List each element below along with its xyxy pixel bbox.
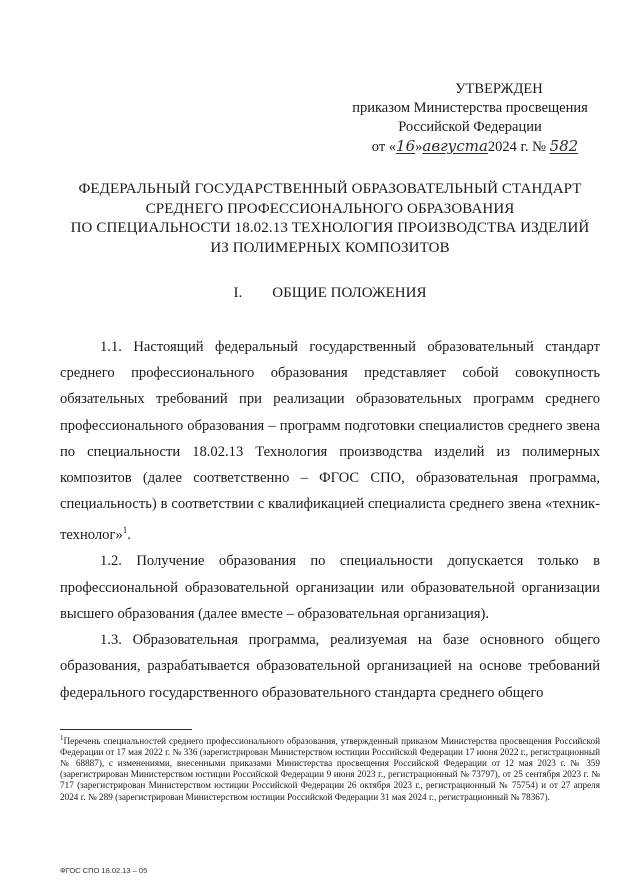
date-year: 2024 г. № [487, 139, 546, 155]
document-body [60, 334, 600, 706]
paragraph-1-1 [60, 334, 600, 548]
paragraph-end: . [127, 527, 131, 544]
title-line: ИЗ ПОЛИМЕРНЫХ КОМПОЗИТОВ [210, 239, 450, 256]
footnote [60, 733, 600, 803]
footnote-text: Перечень специальностей среднего профессионального образования, утвержденный приказом Министерства просвещения Российской Федерации от 17 мая 2022 г. № 336 (зарегистрирован Министерством юстиции Российской Федерации 17 июня 2022 г., регистрационный № 68887), с изменениями, внесенными приказами Министерства просвещения Российской Федерации от 12 мая 2023 г. № 359 (зарегистрирован Министерством юстиции Российской Федерации 9 июня 2023 г., регистрационный № 73797), от 25 сентября 2023 г. № 717 (зарегистрирован Министерством юстиции Российской Федерации 26 октября 2023 г., регистрационный № 75754) и от 27 апреля 2024 г. № 289 (зарегистрирован Министерством юстиции Российской Федерации 31 мая 2024 г., регистрационный № 78367). [60, 736, 600, 802]
order-number-handwritten: 582 [549, 137, 579, 155]
paragraph-text: 1.1. Настоящий федеральный государственный образовательный стандарт среднего профессионального образования представляет собой совокупность обязательных требований при реализации образовательных программ среднего профессионального образования – программ подготовки специалистов среднего звена по специальности 18.02.13 Технология производства изделий из полимерных композитов (далее соответственно – ФГОС СПО, образовательная программа, специальность) в соответствии с квалификацией специалиста среднего звена «техник-технолог» [60, 339, 600, 544]
section-heading [60, 285, 600, 302]
approval-block [330, 80, 610, 157]
date-month-handwritten: августа [422, 137, 488, 155]
paragraph-1-3: 1.3. Образовательная программа, реализуемая на базе основного общего образования, разрабатывается образовательной организацией на основе требований федерального государственного образовательного стандарта среднего общего [60, 632, 600, 701]
footnote-divider [60, 729, 192, 730]
approval-line-1: приказом Министерства просвещения [352, 100, 588, 116]
footnote-marker: 1 [60, 734, 64, 742]
approval-date-line [340, 137, 610, 157]
title-line: ПО СПЕЦИАЛЬНОСТИ 18.02.13 ТЕХНОЛОГИЯ ПРОИЗВОДСТВА ИЗДЕЛИЙ [70, 220, 590, 236]
document-title [60, 180, 600, 258]
date-day-handwritten: 16 [396, 137, 416, 155]
date-mid: » [415, 139, 423, 155]
paragraph-1-2: 1.2. Получение образования по специальности допускается только в профессиональной образовательной организации или образовательной организации высшего образования (далее вместе – образовательная организация). [60, 553, 600, 622]
approval-title: УТВЕРЖДЕН [455, 81, 543, 97]
section-title: ОБЩИЕ ПОЛОЖЕНИЯ [272, 285, 427, 301]
page-footer: ФГОС СПО 18.02.13 – 05 [60, 866, 148, 875]
section-number: I. [233, 285, 243, 301]
approval-line-2: Российской Федерации [398, 119, 542, 135]
title-line: СРЕДНЕГО ПРОФЕССИОНАЛЬНОГО ОБРАЗОВАНИЯ [145, 200, 515, 217]
date-prefix: от « [371, 139, 397, 155]
title-line: ФЕДЕРАЛЬНЫЙ ГОСУДАРСТВЕННЫЙ ОБРАЗОВАТЕЛЬНЫЙ СТАНДАРТ [78, 181, 582, 197]
footnote-reference: 1 [122, 525, 128, 536]
